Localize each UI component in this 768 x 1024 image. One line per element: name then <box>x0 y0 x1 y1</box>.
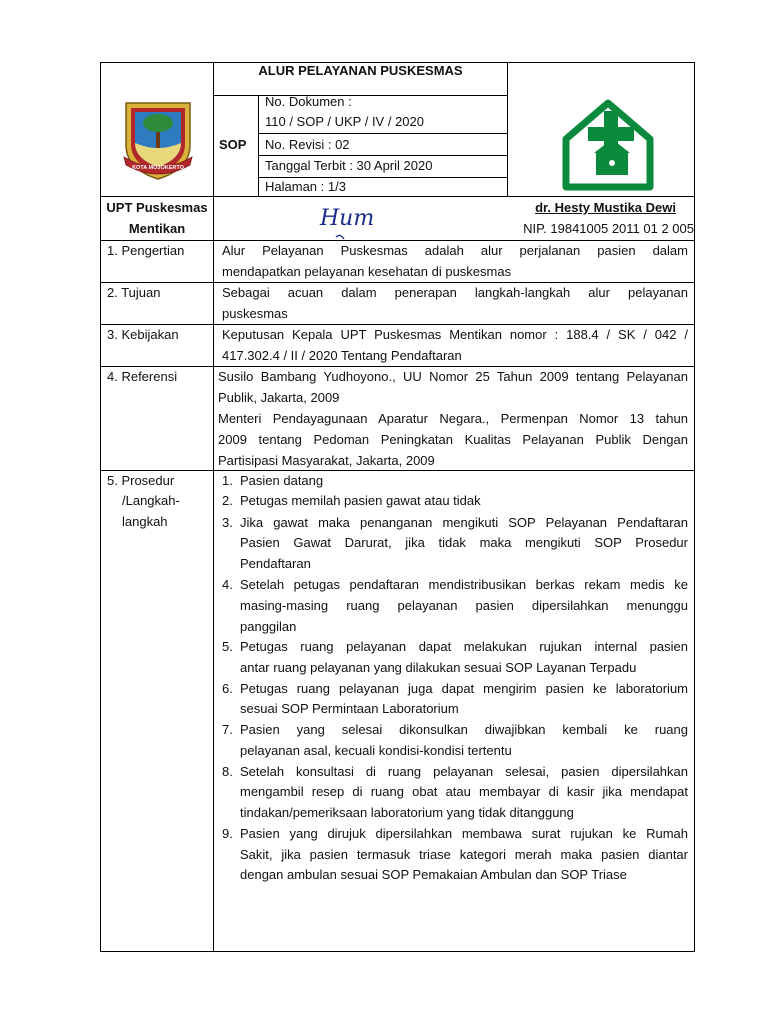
sop-label: SOP <box>219 137 247 152</box>
step-text: sesuai SOP Permintaan Laboratorium <box>240 701 459 716</box>
step-text: Pasien datang <box>240 473 324 488</box>
section-label-pengertian: 1. Pengertian <box>107 243 185 258</box>
pengertian-text-line2: mendapatkan pelayanan kesehatan di puskesmas <box>222 264 512 279</box>
city-crest-logo <box>120 99 196 181</box>
step-text: Petugas ruang pelayanan dapat melakukan rujukan internal pasien <box>240 639 688 654</box>
step-number: 7. <box>222 722 233 737</box>
step-text: antar ruang pelayanan yang dilakukan sesuai SOP Layanan Terpadu <box>240 660 637 675</box>
referensi-text-line3: Menteri Pendayagunaan Aparatur Negara., Permenpan Nomor 13 tahun <box>218 411 688 426</box>
page-number: Halaman : 1/3 <box>265 179 346 194</box>
step-text: Pasien Gawat Darurat, jika tidak maka mengikuti SOP Prosedur <box>240 535 688 550</box>
step-number: 5. <box>222 639 233 654</box>
column-divider-header-right <box>507 62 508 196</box>
puskesmas-logo <box>560 99 656 195</box>
organization-name-line2: Mentikan <box>128 221 186 236</box>
head-of-puskesmas-name: dr. Hesty Mustika Dewi <box>535 200 676 215</box>
revision-number: No. Revisi : 02 <box>265 137 350 152</box>
step-text: mengambil resep di ruang obat atau membayar di kasir jika mendapat <box>240 784 688 799</box>
section-label-prosedur: 5. Prosedur <box>107 473 175 488</box>
table-border-bottom <box>100 951 695 952</box>
step-number: 9. <box>222 826 233 841</box>
step-text: pelayanan asal, kecuali kondisi-kondisi tertentu <box>240 743 512 758</box>
head-of-puskesmas-nip: NIP. 19841005 2011 01 2 005 <box>523 221 694 236</box>
step-text: Petugas memilah pasien gawat atau tidak <box>240 493 481 508</box>
section-label-referensi: 4. Referensi <box>107 369 178 384</box>
section-label-tujuan: 2. Tujuan <box>107 285 161 300</box>
step-number: 8. <box>222 764 233 779</box>
section-label-kebijakan: 3. Kebijakan <box>107 327 179 342</box>
document-title: ALUR PELAYANAN PUSKESMAS <box>258 63 463 78</box>
referensi-text-line1: Susilo Bambang Yudhoyono., UU Nomor 25 Tahun 2009 tentang Pelayanan <box>218 369 688 384</box>
svg-text:Hum: Hum <box>320 206 375 231</box>
kebijakan-text-line2: 417.302.4 / II / 2020 Tentang Pendaftaran <box>222 348 462 363</box>
step-number: 2. <box>222 493 233 508</box>
doc-number-value: 110 / SOP / UKP / IV / 2020 <box>265 114 424 129</box>
step-number: 3. <box>222 515 233 530</box>
step-text: Sakit, jika pasien termasuk triase kategori merah maka pasien diantar <box>240 847 688 862</box>
step-text: Pendaftaran <box>240 556 311 571</box>
signature <box>318 203 378 243</box>
step-text: masing-masing ruang pelayanan pasien dipersilahkan menunggu <box>240 598 688 613</box>
referensi-text-line5: Partisipasi Masyarakat, Jakarta, 2009 <box>218 453 435 468</box>
step-text: Jika gawat maka penanganan mengikuti SOP Pelayanan Pendaftaran <box>240 515 688 530</box>
doc-number-label: No. Dokumen : <box>265 94 352 109</box>
pengertian-text-line1: Alur Pelayanan Puskesmas adalah alur perjalanan pasien dalam <box>222 243 688 258</box>
referensi-text-line2: Publik, Jakarta, 2009 <box>218 390 340 405</box>
tree-crown-icon <box>143 114 173 132</box>
kebijakan-text-line1: Keputusan Kepala UPT Puskesmas Mentikan nomor : 188.4 / SK / 042 / <box>222 327 688 342</box>
step-text: panggilan <box>240 619 297 634</box>
tujuan-text-line1: Sebagai acuan dalam penerapan langkah-langkah alur pelayanan <box>222 285 688 300</box>
referensi-text-line4: 2009 tentang Pedoman Peningkatan Kualitas Pelayanan Publik Dengan <box>218 432 688 447</box>
column-divider-sop <box>258 95 259 196</box>
section-label-prosedur-line2: /Langkah- <box>122 493 180 508</box>
step-text: Setelah petugas pendaftaran mendistribusikan berkas rekam medis ke <box>240 577 688 592</box>
step-number: 6. <box>222 681 233 696</box>
crest-motto: KOTA MOJOKERTO <box>132 165 184 171</box>
step-text: Pasien yang dirujuk dipersilahkan membawa surat rujukan ke Rumah <box>240 826 688 841</box>
organization-name-line1: UPT Puskesmas <box>106 200 208 215</box>
step-text: tindakan/pemeriksaan laboratorium yang tidak ditanggung <box>240 805 574 820</box>
issue-date: Tanggal Terbit : 30 April 2020 <box>265 158 433 173</box>
step-text: Petugas ruang pelayanan juga dapat mengirim pasien ke laboratorium <box>240 681 688 696</box>
step-number: 1. <box>222 473 233 488</box>
step-text: Pasien yang selesai dikonsulkan diwajibkan kembali ke ruang <box>240 722 688 737</box>
tujuan-text-line2: puskesmas <box>222 306 288 321</box>
header-title-line <box>213 95 508 96</box>
section-label-prosedur-line3: langkah <box>122 514 168 529</box>
step-text: dengan ambulan sesuai SOP Pemakaian Ambulan dan SOP Triase <box>240 867 627 882</box>
step-number: 4. <box>222 577 233 592</box>
step-text: Setelah konsultasi di ruang pelayanan selesai, pasien dipersilahkan <box>240 764 688 779</box>
